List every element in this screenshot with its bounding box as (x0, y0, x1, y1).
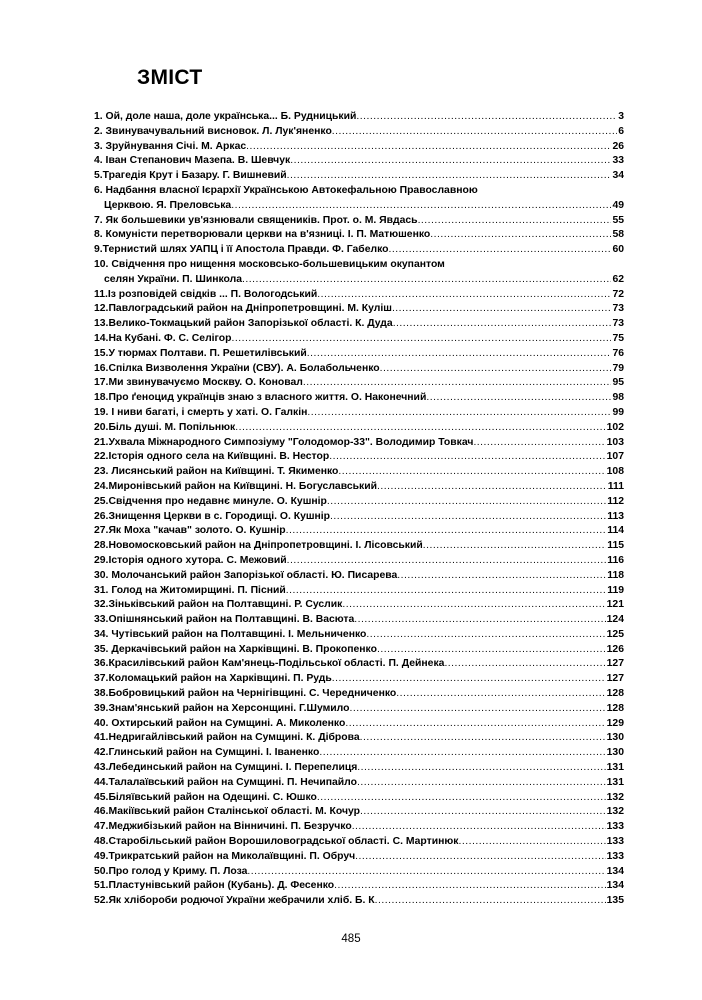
toc-entry-page: 119 (607, 584, 624, 596)
toc-entry (94, 643, 624, 658)
toc-entry-page: 49 (612, 199, 624, 211)
toc-entry (94, 391, 624, 406)
dot-leader (366, 628, 605, 643)
toc-entry-title: 16.Спілка Визволення України (СВУ). А. Болабольченко (94, 362, 380, 374)
dot-leader (319, 746, 605, 761)
toc-entry-page: 134 (606, 865, 624, 877)
toc-entry-title: 29.Історія одного хутора. С. Межовий (94, 554, 287, 566)
toc-entry-title: 33.Опішнянський район на Полтавщині. В. Васюта (94, 614, 355, 626)
toc-entry (94, 761, 624, 776)
toc-entry-page: 112 (607, 495, 624, 507)
toc-entry-page: 127 (606, 673, 624, 685)
dot-leader (317, 791, 606, 806)
toc-entry-title: 1. Ой, доле наша, доле українська... Б. Рудницький (94, 111, 357, 122)
toc-entry-continuation: селян України. П. Шинкола (104, 273, 243, 285)
toc-entry-title: 26.Знищення Церкви в с. Городищі. О. Кушнір (94, 510, 331, 522)
toc-entry-title: 41.Недригайлівський район на Сумщині. К. Діброва (94, 732, 360, 744)
toc-entry (94, 835, 624, 850)
toc-entry (94, 687, 624, 702)
toc-entry-title: 20.Біль душі. М. Попільнюк (94, 421, 236, 433)
toc-entry (94, 672, 624, 687)
toc-entry (94, 421, 624, 436)
toc-entry (94, 332, 624, 347)
toc-entry (94, 613, 624, 628)
toc-entry-title: 18.Про ґеноцид українців знаю з власного життя. О. Наконечний (94, 392, 427, 404)
toc-entry-page: 125 (606, 628, 624, 640)
toc-entry (94, 894, 624, 909)
toc-entry (94, 288, 624, 303)
dot-leader (235, 421, 605, 436)
page-title: ЗМІСТ (137, 66, 203, 89)
dot-leader (392, 302, 612, 317)
toc-entry (94, 539, 624, 554)
toc-entry-page: 108 (606, 466, 624, 478)
toc-entry-page: 134 (606, 880, 624, 892)
toc-entry (94, 184, 624, 214)
dot-leader (287, 554, 607, 569)
toc-entry-page: 115 (607, 540, 624, 552)
toc-entry (94, 524, 624, 539)
dot-leader (444, 657, 605, 672)
toc-entry-title: 27.Як Моха "качав" золото. О. Кушнір (94, 525, 286, 537)
toc-entry-title: 15.У тюрмах Полтави. П. Решетилівський (94, 347, 307, 359)
toc-entry (94, 554, 624, 569)
dot-leader (242, 273, 611, 288)
dot-leader (338, 465, 605, 480)
toc-entry-page: 33 (612, 155, 624, 167)
toc-entry-page: 79 (612, 362, 624, 374)
dot-leader (354, 613, 605, 628)
toc-entry (94, 362, 624, 377)
toc-entry-page: 133 (606, 836, 624, 848)
toc-entry-title: 6. Надбання власної Ієрархії Українською Автокефальною Православною (94, 184, 478, 196)
toc-entry (94, 879, 624, 894)
dot-leader (287, 169, 612, 184)
toc-entry-title: 35. Деркачівський район на Харківщині. В. Прокопенко (94, 643, 377, 655)
toc-entry-page: 116 (607, 554, 624, 566)
toc-entry-title: 23. Лисянський район на Київщині. Т. Якименко (94, 466, 339, 478)
toc-entry-page: 107 (606, 451, 624, 463)
dot-leader (396, 687, 605, 702)
dot-leader (418, 214, 612, 229)
toc-entry-title: 21.Ухвала Міжнародного Симпозіуму "Голодомор-33". Володимир Товкач (94, 436, 474, 448)
toc-entry (94, 495, 624, 510)
toc-entry-page: 127 (606, 658, 624, 670)
table-of-contents (94, 110, 624, 909)
toc-entry-title: 11.Із розповідей свідків ... П. Вологодський (94, 288, 318, 300)
dot-leader (389, 243, 612, 258)
toc-entry (94, 140, 624, 155)
toc-entry-title: 48.Старобільський район Ворошиловоградської області. С. Мартинюк (94, 836, 459, 848)
toc-entry (94, 850, 624, 865)
toc-entry-title: 17.Ми звинувачуємо Москву. О. Коновал (94, 377, 303, 389)
toc-entry (94, 302, 624, 317)
toc-entry-title: 10. Свідчення про нищення московсько-большевицьким окупантом (94, 258, 445, 270)
dot-leader (426, 391, 611, 406)
toc-entry (94, 258, 624, 288)
toc-entry (94, 791, 624, 806)
toc-entry-title: 25.Свідчення про недавнє минуле. О. Кушнір (94, 495, 327, 507)
dot-leader (430, 228, 611, 243)
toc-entry-title: 45.Біляївський район на Одещині. С. Юшко (94, 791, 317, 803)
dot-leader (375, 894, 606, 909)
dot-leader (458, 835, 605, 850)
toc-entry (94, 406, 624, 421)
dot-leader (317, 288, 611, 303)
toc-entry-page: 98 (612, 392, 624, 404)
toc-entry-title: 44.Талалаївський район на Сумщині. П. Нечипайло (94, 776, 357, 788)
toc-entry-title: 36.Красилівський район Кам'янець-Подільської області. П. Дейнека (94, 658, 445, 670)
toc-entry-page: 55 (612, 214, 624, 226)
toc-entry (94, 598, 624, 613)
toc-entry-title: 49.Трикратський район на Миколаївщині. П. Обруч (94, 850, 356, 862)
toc-entry-page: 113 (607, 510, 624, 522)
dot-leader (290, 154, 611, 169)
dot-leader (355, 850, 606, 865)
toc-entry-page: 126 (606, 643, 624, 655)
toc-entry (94, 746, 624, 761)
dot-leader (231, 199, 611, 214)
dot-leader (231, 332, 611, 347)
dot-leader (423, 539, 606, 554)
toc-entry (94, 110, 624, 125)
toc-entry-page: 95 (612, 377, 624, 389)
toc-entry-title: 40. Охтирський район на Сумщині. А. Миколенко (94, 717, 346, 729)
dot-leader (345, 717, 605, 732)
dot-leader (393, 317, 612, 332)
toc-entry-page: 124 (606, 614, 624, 626)
toc-entry-title: 31. Голод на Житомирщині. П. Пісний (94, 584, 286, 596)
toc-entry-page: 130 (606, 747, 624, 759)
toc-entry-page: 131 (606, 762, 624, 774)
toc-entry-title: 4. Іван Степанович Мазепа. В. Шевчук (94, 155, 291, 167)
dot-leader (360, 805, 606, 820)
toc-entry-title: 50.Про голод у Криму. П. Лоза (94, 865, 248, 877)
toc-entry (94, 628, 624, 643)
toc-entry (94, 510, 624, 525)
toc-entry-title: 34. Чутівський район на Полтавщині. І. Мельниченко (94, 628, 367, 640)
dot-leader (356, 110, 617, 125)
dot-leader (357, 776, 606, 791)
dot-leader (247, 865, 605, 880)
toc-entry-page: 103 (606, 436, 624, 448)
toc-entry (94, 657, 624, 672)
dot-leader (380, 362, 612, 377)
toc-entry-page: 34 (612, 170, 624, 182)
dot-leader (377, 643, 606, 658)
toc-entry-page: 128 (606, 702, 624, 714)
toc-entry-page: 118 (607, 569, 624, 581)
toc-entry (94, 717, 624, 732)
toc-entry-title: 43.Лебединський район на Сумщині. І. Перепелиця (94, 762, 358, 774)
dot-leader (350, 702, 606, 717)
dot-leader (332, 125, 617, 140)
toc-entry-title: 39.Знам'янський район на Херсонщині. Г.Шумило (94, 702, 350, 714)
dot-leader (307, 406, 611, 421)
toc-entry (94, 465, 624, 480)
dot-leader (327, 495, 606, 510)
toc-entry-title: 30. Молочанський район Запорізької області. Ю. Писарева (94, 569, 398, 581)
dot-leader (286, 584, 606, 599)
dot-leader (342, 598, 605, 613)
toc-entry (94, 347, 624, 362)
toc-entry-page: 76 (612, 347, 624, 359)
toc-entry-page: 99 (612, 406, 624, 418)
dot-leader (246, 140, 611, 155)
toc-entry (94, 584, 624, 599)
toc-entry-page: 72 (612, 288, 624, 300)
toc-entry-page: 58 (612, 229, 624, 241)
toc-entry-page: 129 (606, 717, 624, 729)
toc-entry (94, 702, 624, 717)
dot-leader (286, 524, 607, 539)
dot-leader (332, 672, 606, 687)
toc-entry-title: 13.Велико-Токмацький район Запорізької області. К. Дуда (94, 318, 393, 330)
toc-entry-title: 46.Макіївський район Сталінської області. М. Кочур (94, 806, 361, 818)
toc-entry-page: 114 (607, 525, 624, 537)
dot-leader (307, 347, 612, 362)
toc-entry-title: 19. І ниви багаті, і смерть у хаті. О. Галкін (94, 406, 308, 418)
toc-entry (94, 214, 624, 229)
toc-entry-title: 42.Глинський район на Сумщині. І. Іваненко (94, 747, 320, 759)
toc-entry-page: 6 (618, 125, 624, 137)
toc-entry (94, 436, 624, 451)
toc-entry-page: 62 (612, 273, 624, 285)
toc-entry (94, 154, 624, 169)
toc-entry-page: 75 (612, 332, 624, 344)
toc-entry-title: 2. Звинувачувальний висновок. Л. Лук'яненко (94, 125, 332, 137)
toc-entry (94, 317, 624, 332)
toc-entry (94, 450, 624, 465)
toc-entry (94, 820, 624, 835)
toc-entry-page: 3 (618, 111, 624, 122)
toc-entry-title: 28.Новомосковський район на Дніпропетровщині. І. Лісовський (94, 540, 423, 552)
toc-entry-title: 12.Павлоградський район на Дніпропетровщині. М. Куліш (94, 303, 392, 315)
toc-entry-title: 37.Коломацький район на Харківщині. П. Рудь (94, 673, 332, 685)
toc-entry-page: 128 (606, 688, 624, 700)
toc-entry-title: 51.Пластунівський район (Кубань). Д. Фесенко (94, 880, 335, 892)
toc-entry-page: 130 (606, 732, 624, 744)
toc-entry-page: 102 (606, 421, 624, 433)
toc-entry (94, 731, 624, 746)
dot-leader (377, 480, 607, 495)
toc-entry-page: 132 (606, 791, 624, 803)
toc-entry (94, 480, 624, 495)
toc-entry (94, 776, 624, 791)
toc-entry (94, 569, 624, 584)
toc-entry-title: 52.Як хлібороби родючої України жебрачили хліб. Б. К (94, 895, 375, 907)
toc-entry-title: 7. Як большевики ув'язнювали священиків. Прот. о. М. Явдась (94, 214, 418, 226)
toc-entry-title: 8. Комуністи перетворювали церкви на в'язниці. І. П. Матюшенко (94, 229, 431, 241)
toc-entry-page: 60 (612, 244, 624, 256)
toc-entry (94, 243, 624, 258)
toc-entry-page: 133 (606, 821, 624, 833)
toc-entry-title: 3. Зруйнування Січі. М. Аркас (94, 140, 247, 152)
toc-entry (94, 376, 624, 391)
dot-leader (330, 510, 606, 525)
page-number: 485 (341, 933, 361, 945)
toc-entry-title: 47.Меджибізький район на Вінничині. П. Безручко (94, 821, 352, 833)
toc-entry-page: 73 (612, 303, 624, 315)
toc-entry-page: 73 (612, 318, 624, 330)
dot-leader (334, 879, 606, 894)
toc-entry-title: 22.Історія одного села на Київщині. В. Нестор (94, 451, 330, 463)
toc-entry (94, 805, 624, 820)
toc-entry (94, 865, 624, 880)
toc-entry-page: 132 (606, 806, 624, 818)
dot-leader (329, 450, 605, 465)
toc-entry (94, 228, 624, 243)
toc-entry-page: 121 (606, 599, 624, 611)
toc-entry-page: 111 (607, 480, 624, 492)
dot-leader (473, 436, 605, 451)
dot-leader (352, 820, 606, 835)
toc-entry-title: 38.Бобровицький район на Чернігівщині. С. Чередниченко (94, 688, 397, 700)
dot-leader (360, 731, 606, 746)
toc-entry (94, 125, 624, 140)
toc-entry (94, 169, 624, 184)
dot-leader (397, 569, 606, 584)
toc-entry-page: 135 (606, 895, 624, 907)
dot-leader (303, 376, 612, 391)
toc-entry-title: 14.На Кубані. Ф. С. Селігор (94, 332, 232, 344)
toc-entry-title: 24.Миронівський район на Київщині. Н. Богуславський (94, 480, 377, 492)
toc-entry-page: 131 (606, 776, 624, 788)
toc-entry-title: 32.Зіньківський район на Полтавщині. Р. Суслик (94, 599, 343, 611)
toc-entry-continuation: Церквою. Я. Преловська (104, 199, 232, 211)
dot-leader (357, 761, 605, 776)
toc-entry-title: 5.Трагедія Крут і Базару. Г. Вишневий (94, 170, 287, 182)
toc-entry-title: 9.Тернистий шлях УАПЦ і її Апостола Правди. Ф. Габелко (94, 244, 389, 256)
toc-entry-page: 133 (606, 850, 624, 862)
toc-entry-page: 26 (612, 140, 624, 152)
